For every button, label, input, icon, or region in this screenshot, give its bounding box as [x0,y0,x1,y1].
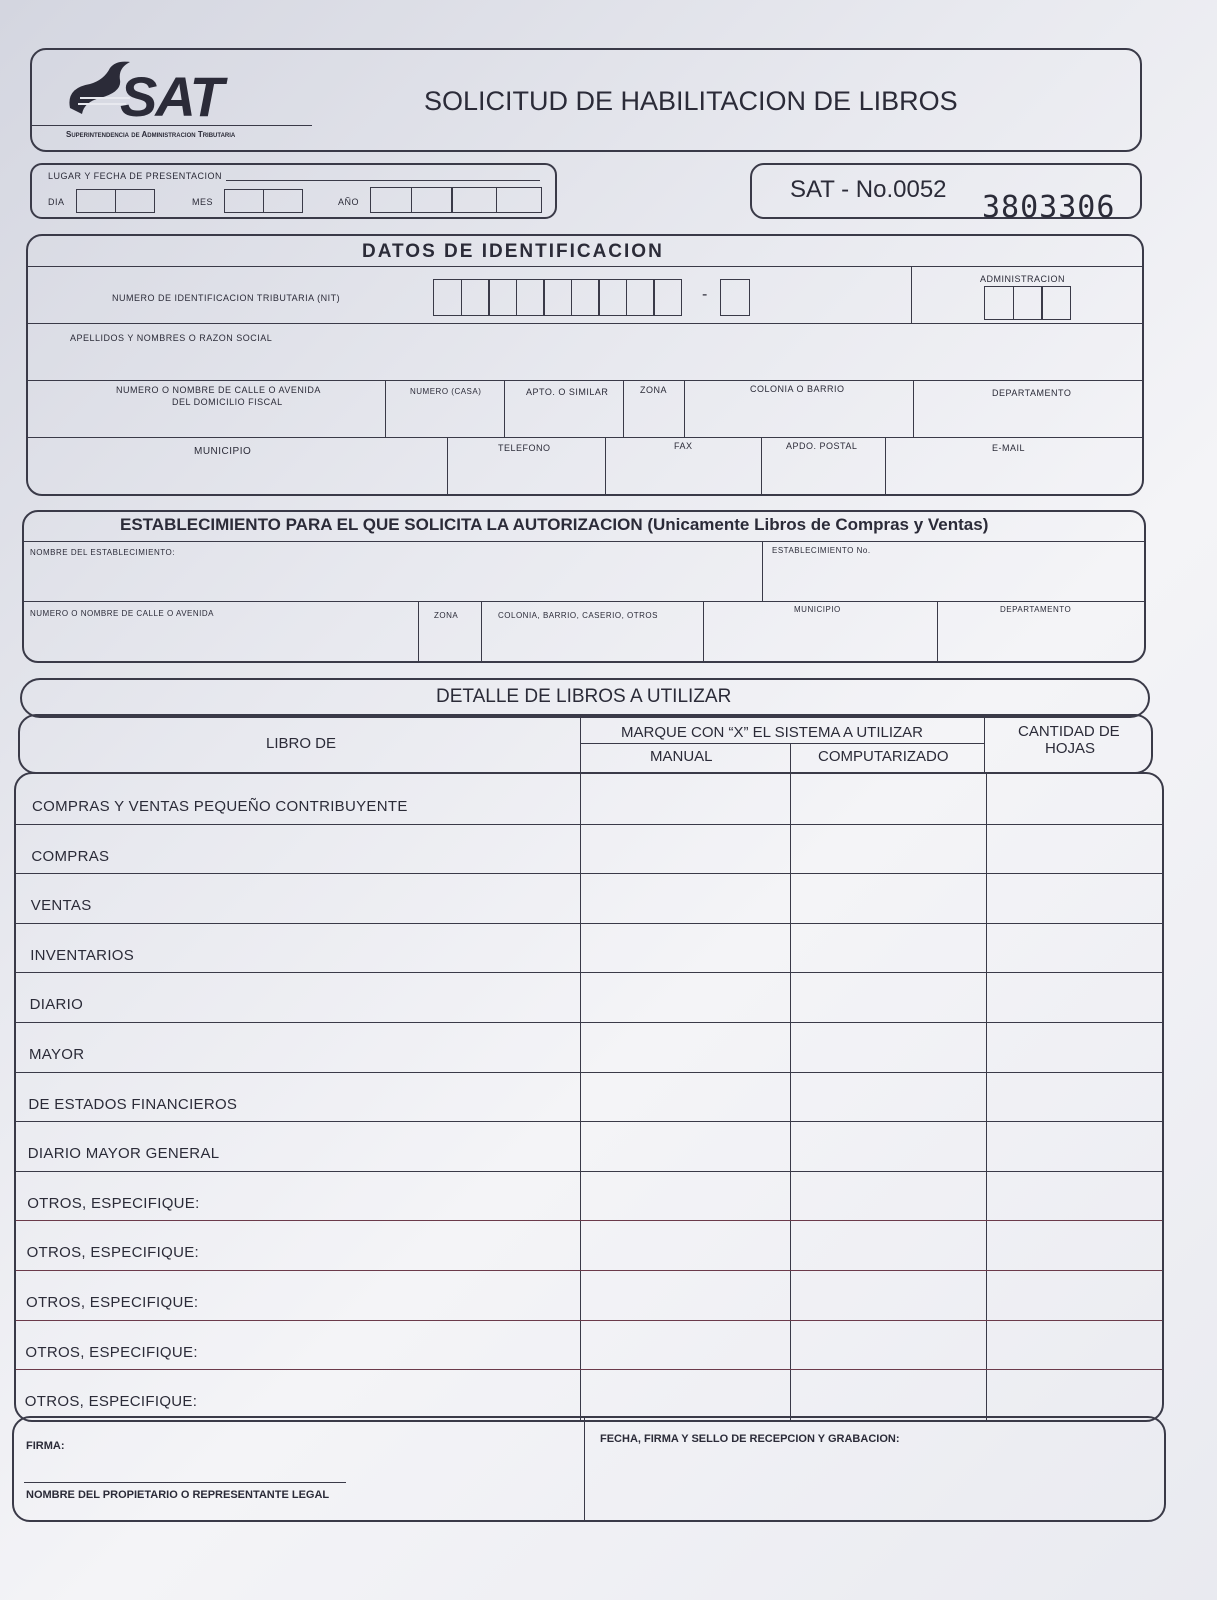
nit-field[interactable] [433,279,681,316]
departamento-label: DEPARTAMENTO [992,388,1072,398]
cantidad-cell[interactable] [988,1074,1162,1120]
sat-logo-subtitle: Superintendencia de Administracion Tributaria [66,130,236,139]
est-zona-label: ZONA [434,611,459,620]
serial-label: SAT - No.0052 [790,176,947,203]
col-computarizado-header: COMPUTARIZADO [818,748,949,765]
cantidad-cell[interactable] [988,1024,1162,1070]
row-divider [16,1121,1162,1122]
firma-field[interactable] [24,1455,346,1481]
establecimiento-title-main: ESTABLECIMIENTO PARA EL QUE SOLICITA LA AUTORIZACION [120,515,643,534]
manual-cell[interactable] [582,925,788,971]
computarizado-cell[interactable] [792,826,984,872]
computarizado-cell[interactable] [792,1024,984,1070]
manual-cell[interactable] [582,826,788,872]
cantidad-cell[interactable] [988,1272,1162,1318]
cantidad-cell[interactable] [988,974,1162,1020]
row-divider [16,1369,1162,1370]
cantidad-cell[interactable] [988,776,1162,822]
computarizado-cell[interactable] [792,1371,984,1417]
row-divider [16,824,1162,825]
computarizado-cell[interactable] [792,1322,984,1368]
anio-label: AÑO [338,197,360,207]
est-colonia-label: COLONIA, BARRIO, CASERIO, OTROS [498,611,658,620]
cantidad-cell[interactable] [988,875,1162,921]
row-divider [16,923,1162,924]
col-libro-header: LIBRO DE [266,735,337,752]
col-manual-header: MANUAL [650,748,713,765]
computarizado-cell[interactable] [792,1222,984,1268]
establecimiento-title-note: (Unicamente Libros de Compras y Ventas) [647,515,989,534]
row-divider [16,972,1162,973]
cantidad-cell[interactable] [988,1173,1162,1219]
libro-row-label: DIARIO [29,996,84,1014]
computarizado-cell[interactable] [792,875,984,921]
fax-label: FAX [674,441,693,451]
libro-row-label: MAYOR [29,1046,85,1063]
cantidad-cell[interactable] [988,1371,1162,1417]
administracion-field[interactable] [984,286,1070,320]
manual-cell[interactable] [582,1024,788,1070]
libro-row-label: OTROS, ESPECIFIQUE: [26,1294,199,1311]
computarizado-cell[interactable] [792,1074,984,1120]
manual-cell[interactable] [582,776,788,822]
zona-label: ZONA [640,385,668,395]
manual-cell[interactable] [582,1123,788,1169]
colonia-label: COLONIA O BARRIO [750,384,845,394]
est-calle-label: NUMERO O NOMBRE DE CALLE O AVENIDA [30,609,214,618]
col-cantidad-header-2: HOJAS [1045,740,1096,757]
manual-cell[interactable] [582,974,788,1020]
col-cantidad-header: CANTIDAD DE [1018,723,1120,740]
libro-row-label: OTROS, ESPECIFIQUE: [24,1393,198,1411]
row-divider [16,1171,1162,1172]
dia-field[interactable] [76,189,153,213]
cantidad-cell[interactable] [988,1322,1162,1368]
computarizado-cell[interactable] [792,1272,984,1318]
telefono-label: TELEFONO [498,443,551,453]
municipio-label: MUNICIPIO [194,446,252,457]
libro-row-label: COMPRAS Y VENTAS PEQUEÑO CONTRIBUYENTE [32,798,408,815]
calle-label-2: DEL DOMICILIO FISCAL [172,397,283,407]
row-divider [16,1220,1162,1221]
form-title: SOLICITUD DE HABILITACION DE LIBROS [424,86,958,116]
cantidad-cell[interactable] [988,826,1162,872]
nit-dash: - [702,286,708,303]
nit-label: NUMERO DE IDENTIFICACION TRIBUTARIA (NIT) [112,293,341,303]
computarizado-cell[interactable] [792,1173,984,1219]
manual-cell[interactable] [582,875,788,921]
numero-casa-label: NUMERO (CASA) [410,387,482,396]
libro-row-label: OTROS, ESPECIFIQUE: [25,1343,198,1361]
computarizado-cell[interactable] [792,974,984,1020]
identificacion-title: DATOS DE IDENTIFICACION [362,241,664,262]
mes-field[interactable] [224,189,301,213]
est-departamento-label: DEPARTAMENTO [1000,605,1072,614]
cantidad-cell[interactable] [988,1123,1162,1169]
computarizado-cell[interactable] [792,925,984,971]
libro-row-label: COMPRAS [31,847,110,865]
manual-cell[interactable] [582,1272,788,1318]
nombres-field[interactable] [28,324,1142,380]
libro-row-label: OTROS, ESPECIFIQUE: [26,1244,199,1262]
row-divider [16,1022,1162,1023]
libro-row-label: INVENTARIOS [30,946,135,964]
row-divider [16,1320,1162,1321]
manual-cell[interactable] [582,1371,788,1417]
manual-cell[interactable] [582,1173,788,1219]
cantidad-cell[interactable] [988,1222,1162,1268]
sat-logo-text: SAT [120,65,222,128]
est-municipio-label: MUNICIPIO [794,605,841,614]
serial-number: 3803306 [982,190,1116,225]
dia-label: DIA [48,197,65,207]
detalle-header-box [18,714,1153,774]
est-numero-label: ESTABLECIMIENTO No. [772,546,871,555]
row-divider [16,1270,1162,1271]
est-nombre-label: NOMBRE DEL ESTABLECIMIENTO: [30,548,175,557]
libro-row-label: DIARIO MAYOR GENERAL [27,1145,220,1163]
row-divider [16,873,1162,874]
manual-cell[interactable] [582,1074,788,1120]
representante-label: NOMBRE DEL PROPIETARIO O REPRESENTANTE LEGAL [26,1489,330,1501]
anio-field[interactable] [370,187,540,213]
manual-cell[interactable] [582,1322,788,1368]
cantidad-cell[interactable] [988,925,1162,971]
nombres-label: APELLIDOS Y NOMBRES O RAZON SOCIAL [70,333,273,343]
computarizado-cell[interactable] [792,1123,984,1169]
apto-label: APTO. O SIMILAR [526,387,609,397]
calle-label: NUMERO O NOMBRE DE CALLE O AVENIDA [116,385,321,395]
row-divider [16,1072,1162,1073]
manual-cell[interactable] [582,1222,788,1268]
firma-label: FIRMA: [26,1440,65,1452]
libro-row-label: DE ESTADOS FINANCIEROS [28,1095,238,1113]
recepcion-field[interactable] [590,1450,1160,1516]
mes-label: MES [192,197,214,207]
computarizado-cell[interactable] [792,776,984,822]
apdo-label: APDO. POSTAL [786,441,858,451]
libro-row-label: OTROS, ESPECIFIQUE: [27,1194,200,1212]
nit-check-digit-field[interactable] [720,279,749,316]
establecimiento-title [120,515,988,535]
email-label: E-MAIL [992,443,1026,453]
recepcion-label: FECHA, FIRMA Y SELLO DE RECEPCION Y GRABACION: [600,1433,900,1445]
date-label: LUGAR Y FECHA DE PRESENTACION [48,171,223,181]
libro-row-label: VENTAS [30,897,92,915]
administracion-label: ADMINISTRACION [980,274,1066,284]
detalle-title: DETALLE DE LIBROS A UTILIZAR [436,686,732,707]
col-marque-header: MARQUE CON “X” EL SISTEMA A UTILIZAR [621,724,923,741]
